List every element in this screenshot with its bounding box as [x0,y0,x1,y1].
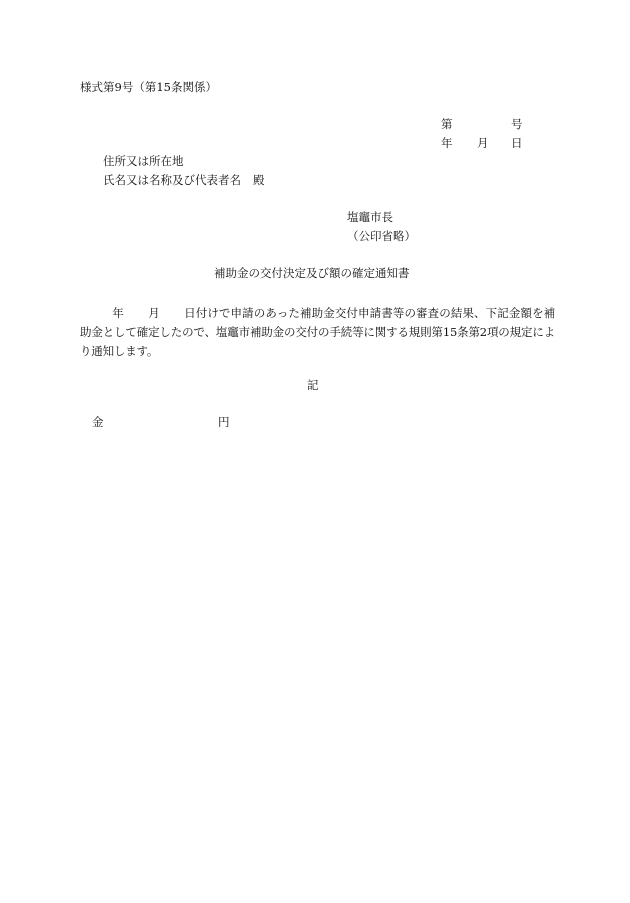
body-month: 月 [147,306,160,320]
number-suffix: 号 [511,117,523,131]
sender-title: 塩竈市長 [347,210,393,224]
seal-note: （公印省略） [347,229,416,243]
address-label: 住所又は所在地 [103,154,184,168]
form-number: 様式第9号（第15条関係） [80,80,217,94]
body-text: 日付けで申請のあった補助金交付申請書等の審査の結果、下記金額を補助金として確定したので、塩竈市補助金の交付の手続等に関する規則第15条第2項の規定により通知します。 [80,306,555,358]
number-prefix: 第 [441,117,453,131]
amount-label: 金 [92,415,104,429]
document-title: 補助金の交付決定及び額の確定通知書 [214,266,410,280]
body-year: 年 [112,306,124,320]
name-label: 氏名又は名称及び代表者名 [103,173,241,187]
amount-unit: 円 [218,415,230,429]
date-day: 日 [511,136,523,150]
honorific: 殿 [253,173,265,187]
date-year: 年 [441,136,453,150]
date-month: 月 [477,136,489,150]
body-paragraph [80,304,555,361]
ki-heading: 記 [307,378,319,392]
